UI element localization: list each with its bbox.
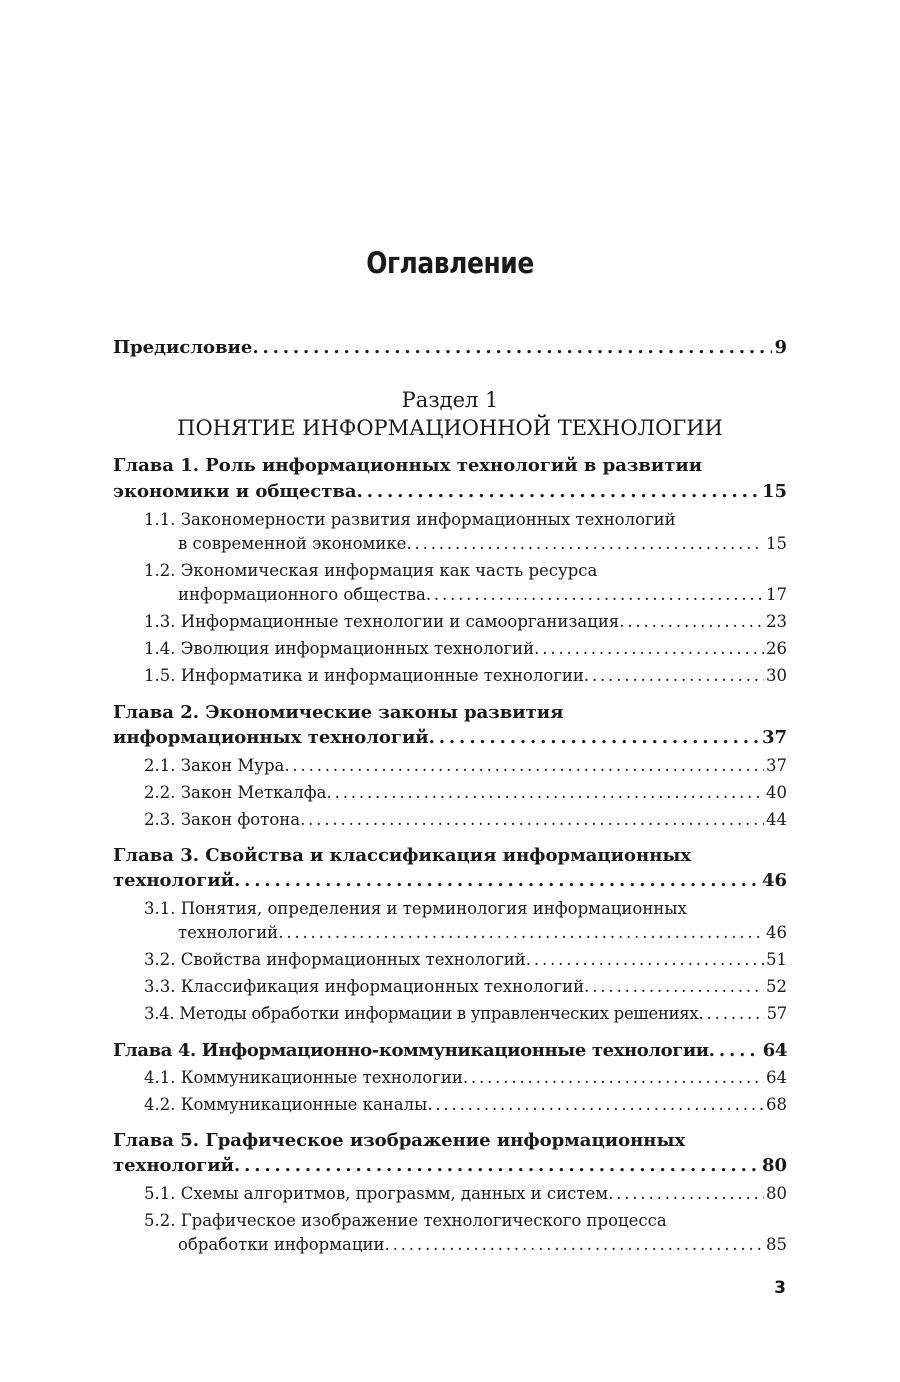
item-2-1-entry[interactable] [144, 756, 787, 775]
entry-page: 30 [766, 666, 787, 685]
section-title: ПОНЯТИЕ ИНФОРМАЦИОННОЙ ТЕХНОЛОГИИ [177, 416, 723, 440]
chapter-5-entry[interactable] [113, 1155, 787, 1176]
entry-page: 46 [761, 870, 787, 891]
entry-label: 5.1. Схемы алгоритмов, програsмм, данных и систем [144, 1184, 609, 1203]
entry-page: 52 [766, 977, 787, 996]
entry-page: 40 [766, 783, 787, 802]
entry-label: информационного общества [178, 585, 426, 604]
entry-page: 80 [766, 1184, 787, 1203]
item-1-1-entry[interactable] [178, 534, 787, 553]
entry-page: 51 [766, 950, 787, 969]
entry-page: 85 [766, 1235, 787, 1254]
page-number: 3 [774, 1278, 786, 1298]
chapter-3-entry[interactable] [113, 870, 787, 891]
item-2-3-entry[interactable] [144, 810, 787, 829]
entry-label: 1.4. Эволюция информационных технологий [144, 639, 535, 658]
entry-page: 80 [761, 1155, 787, 1176]
entry-label: информационных технологий [113, 727, 429, 748]
chapter-2-entry[interactable] [113, 727, 787, 748]
leader-dots [463, 1068, 764, 1087]
item-1-1-title[interactable]: 1.1. Закономерности развития информационных технологий [144, 510, 676, 529]
entry-label: 1.5. Информатика и информационные технологии [144, 666, 584, 685]
leader-dots [584, 666, 764, 685]
entry-label: технологий [113, 1155, 234, 1176]
item-3-1-title[interactable]: 3.1. Понятия, определения и терминология информационных [144, 899, 687, 918]
entry-page: 17 [766, 585, 787, 604]
leader-dots [300, 810, 764, 829]
entry-label: Предисловие [113, 337, 253, 358]
chapter-3-title[interactable]: Глава 3. Свойства и классификация информационных [113, 845, 692, 866]
toc-title: Оглавление [366, 246, 534, 280]
leader-dots [278, 923, 764, 942]
item-4-2-entry[interactable] [144, 1095, 787, 1114]
entry-label: экономики и общества [113, 481, 357, 502]
item-5-1-entry[interactable] [144, 1184, 787, 1203]
entry-page: 9 [774, 337, 787, 358]
entry-page: 15 [761, 481, 787, 502]
entry-label: 4.2. Коммуникационные каналы [144, 1095, 428, 1114]
entry-label: 3.2. Свойства информационных технологий [144, 950, 526, 969]
entry-page: 15 [766, 534, 787, 553]
leader-dots [429, 727, 760, 748]
item-3-3-entry[interactable] [144, 977, 787, 996]
entry-label: 3.4. Методы обработки информации в управленческих решениях [144, 1004, 699, 1023]
leader-dots [584, 977, 764, 996]
item-1-2-title[interactable]: 1.2. Экономическая информация как часть ресурса [144, 561, 598, 580]
entry-label: 3.3. Классификация информационных технологий [144, 977, 585, 996]
item-2-2-entry[interactable] [144, 783, 787, 802]
entry-label: 1.3. Информационные технологии и самоорганизация [144, 612, 620, 631]
chapter-4-entry[interactable] [113, 1040, 787, 1061]
entry-page: 23 [766, 612, 787, 631]
item-3-2-entry[interactable] [144, 950, 787, 969]
entry-label: 4.1. Коммуникационные технологии [144, 1068, 463, 1087]
entry-label: технологий [113, 870, 234, 891]
leader-dots [426, 585, 764, 604]
leader-dots [608, 1184, 764, 1203]
chapter-2-title[interactable]: Глава 2. Экономические законы развития [113, 702, 564, 723]
item-4-1-entry[interactable] [144, 1068, 787, 1087]
entry-page: 37 [761, 727, 787, 748]
leader-dots [619, 612, 764, 631]
chapter-1-title[interactable]: Глава 1. Роль информационных технологий в развитии [113, 455, 703, 476]
item-3-4-entry[interactable] [144, 1004, 787, 1023]
entry-label: 2.1. Закон Мура [144, 756, 285, 775]
entry-label: Глава 4. Информационно-коммуникационные технологии [113, 1040, 709, 1061]
leader-dots [526, 950, 764, 969]
leader-dots [709, 1040, 761, 1061]
chapter-1-entry[interactable] [113, 481, 787, 502]
leader-dots [698, 1004, 764, 1023]
item-1-3-entry[interactable] [144, 612, 787, 631]
item-1-5-entry[interactable] [144, 666, 787, 685]
leader-dots [234, 1155, 760, 1176]
leader-dots [534, 639, 764, 658]
item-5-2-entry[interactable] [178, 1235, 787, 1254]
leader-dots [406, 534, 764, 553]
leader-dots [284, 756, 764, 775]
leader-dots [427, 1095, 764, 1114]
entry-page: 57 [766, 1004, 787, 1023]
toc-entry-preface[interactable] [113, 337, 787, 358]
entry-label: технологий [178, 923, 279, 942]
entry-page: 64 [766, 1068, 787, 1087]
leader-dots [385, 1235, 765, 1254]
leader-dots [357, 481, 760, 502]
entry-label: 2.2. Закон Меткалфа [144, 783, 327, 802]
entry-page: 68 [766, 1095, 787, 1114]
leader-dots [252, 337, 772, 358]
chapter-5-title[interactable]: Глава 5. Графическое изображение информационных [113, 1130, 686, 1151]
entry-label: в современной экономике [178, 534, 407, 553]
leader-dots [234, 870, 760, 891]
item-1-4-entry[interactable] [144, 639, 787, 658]
entry-page: 46 [766, 923, 787, 942]
entry-page: 37 [766, 756, 787, 775]
entry-label: 2.3. Закон фотона [144, 810, 301, 829]
item-3-1-entry[interactable] [178, 923, 787, 942]
section-number: Раздел 1 [401, 388, 499, 412]
item-5-2-title[interactable]: 5.2. Графическое изображение технологического процесса [144, 1211, 667, 1230]
leader-dots [327, 783, 764, 802]
item-1-2-entry[interactable] [178, 585, 787, 604]
entry-label: обработки информации [178, 1235, 385, 1254]
entry-page: 26 [766, 639, 787, 658]
entry-page: 44 [766, 810, 787, 829]
entry-page: 64 [762, 1040, 787, 1061]
